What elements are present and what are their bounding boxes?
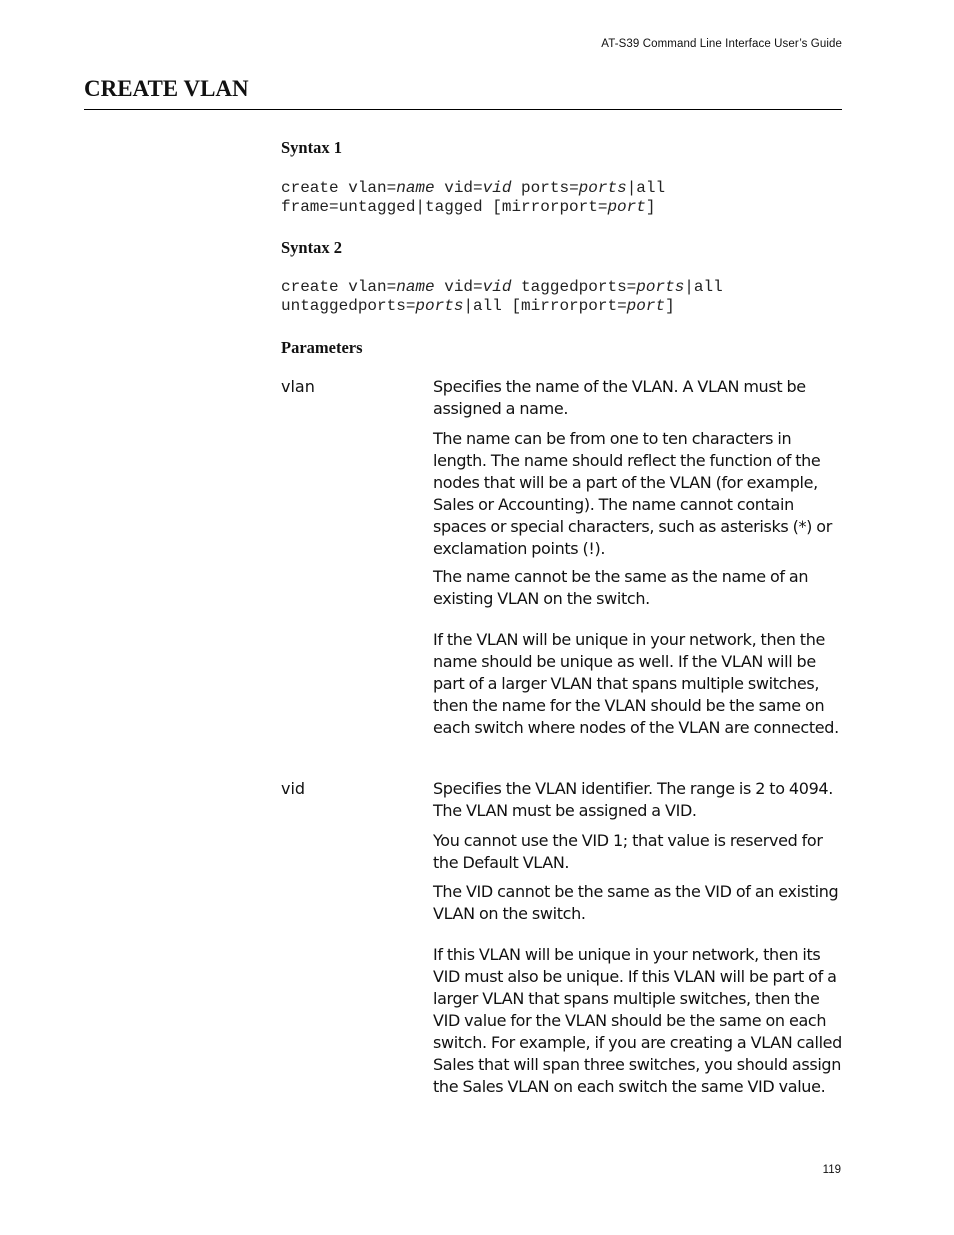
page-title: CREATE VLAN (84, 76, 249, 101)
syntax2-heading: Syntax 2 (281, 238, 342, 257)
running-header: AT-S39 Command Line Interface User’s Guide (601, 38, 842, 50)
param-name-vlan: vlan (281, 377, 315, 396)
vlan-desc-1: Specifies the name of the VLAN. A VLAN must be assigned a name. (433, 377, 806, 418)
vlan-desc-2: The name can be from one to ten characters in length. The name should reflect the function of the nodes that will be a part of the VLAN (for example, Sales or Accounting). The name cannot contain spaces or special characters, such as asterisks (*) or exclamation points (!). (433, 429, 832, 558)
vid-desc-3: The VID cannot be the same as the VID of an existing VLAN on the switch. (433, 882, 839, 923)
syntax1-heading: Syntax 1 (281, 138, 342, 157)
vid-desc-2: You cannot use the VID 1; that value is reserved for the Default VLAN. (433, 831, 823, 872)
syntax1-code: create vlan=name vid=vid ports=ports|all frame=untagged|tagged [mirrorport=port] (281, 179, 666, 216)
param-name-vid: vid (281, 779, 306, 798)
vid-desc-4: If this VLAN will be unique in your network, then its VID must also be unique. If this VLAN will be part of a larger VLAN that spans multiple switches, then the VID value for the VLAN should be the same on each switch. For example, if you are creating a VLAN called Sales that will span three switches, you should assign the Sales VLAN on each switch the same VID value. (433, 945, 842, 1096)
vid-desc-1: Specifies the VLAN identifier. The range is 2 to 4094. The VLAN must be assigned a VID. (433, 779, 833, 820)
vlan-desc-3: The name cannot be the same as the name of an existing VLAN on the switch. (433, 567, 809, 608)
vlan-desc-4: If the VLAN will be unique in your network, then the name should be unique as well. If the VLAN will be part of a larger VLAN that spans multiple switches, then the name for the VLAN should be the same on each switch where nodes of the VLAN are connected. (433, 630, 839, 737)
title-rule (84, 109, 842, 110)
page-number: 119 (822, 1164, 841, 1176)
parameters-heading: Parameters (281, 338, 363, 357)
syntax2-code: create vlan=name vid=vid taggedports=ports|all untaggedports=ports|all [mirrorport=port] (281, 278, 723, 315)
